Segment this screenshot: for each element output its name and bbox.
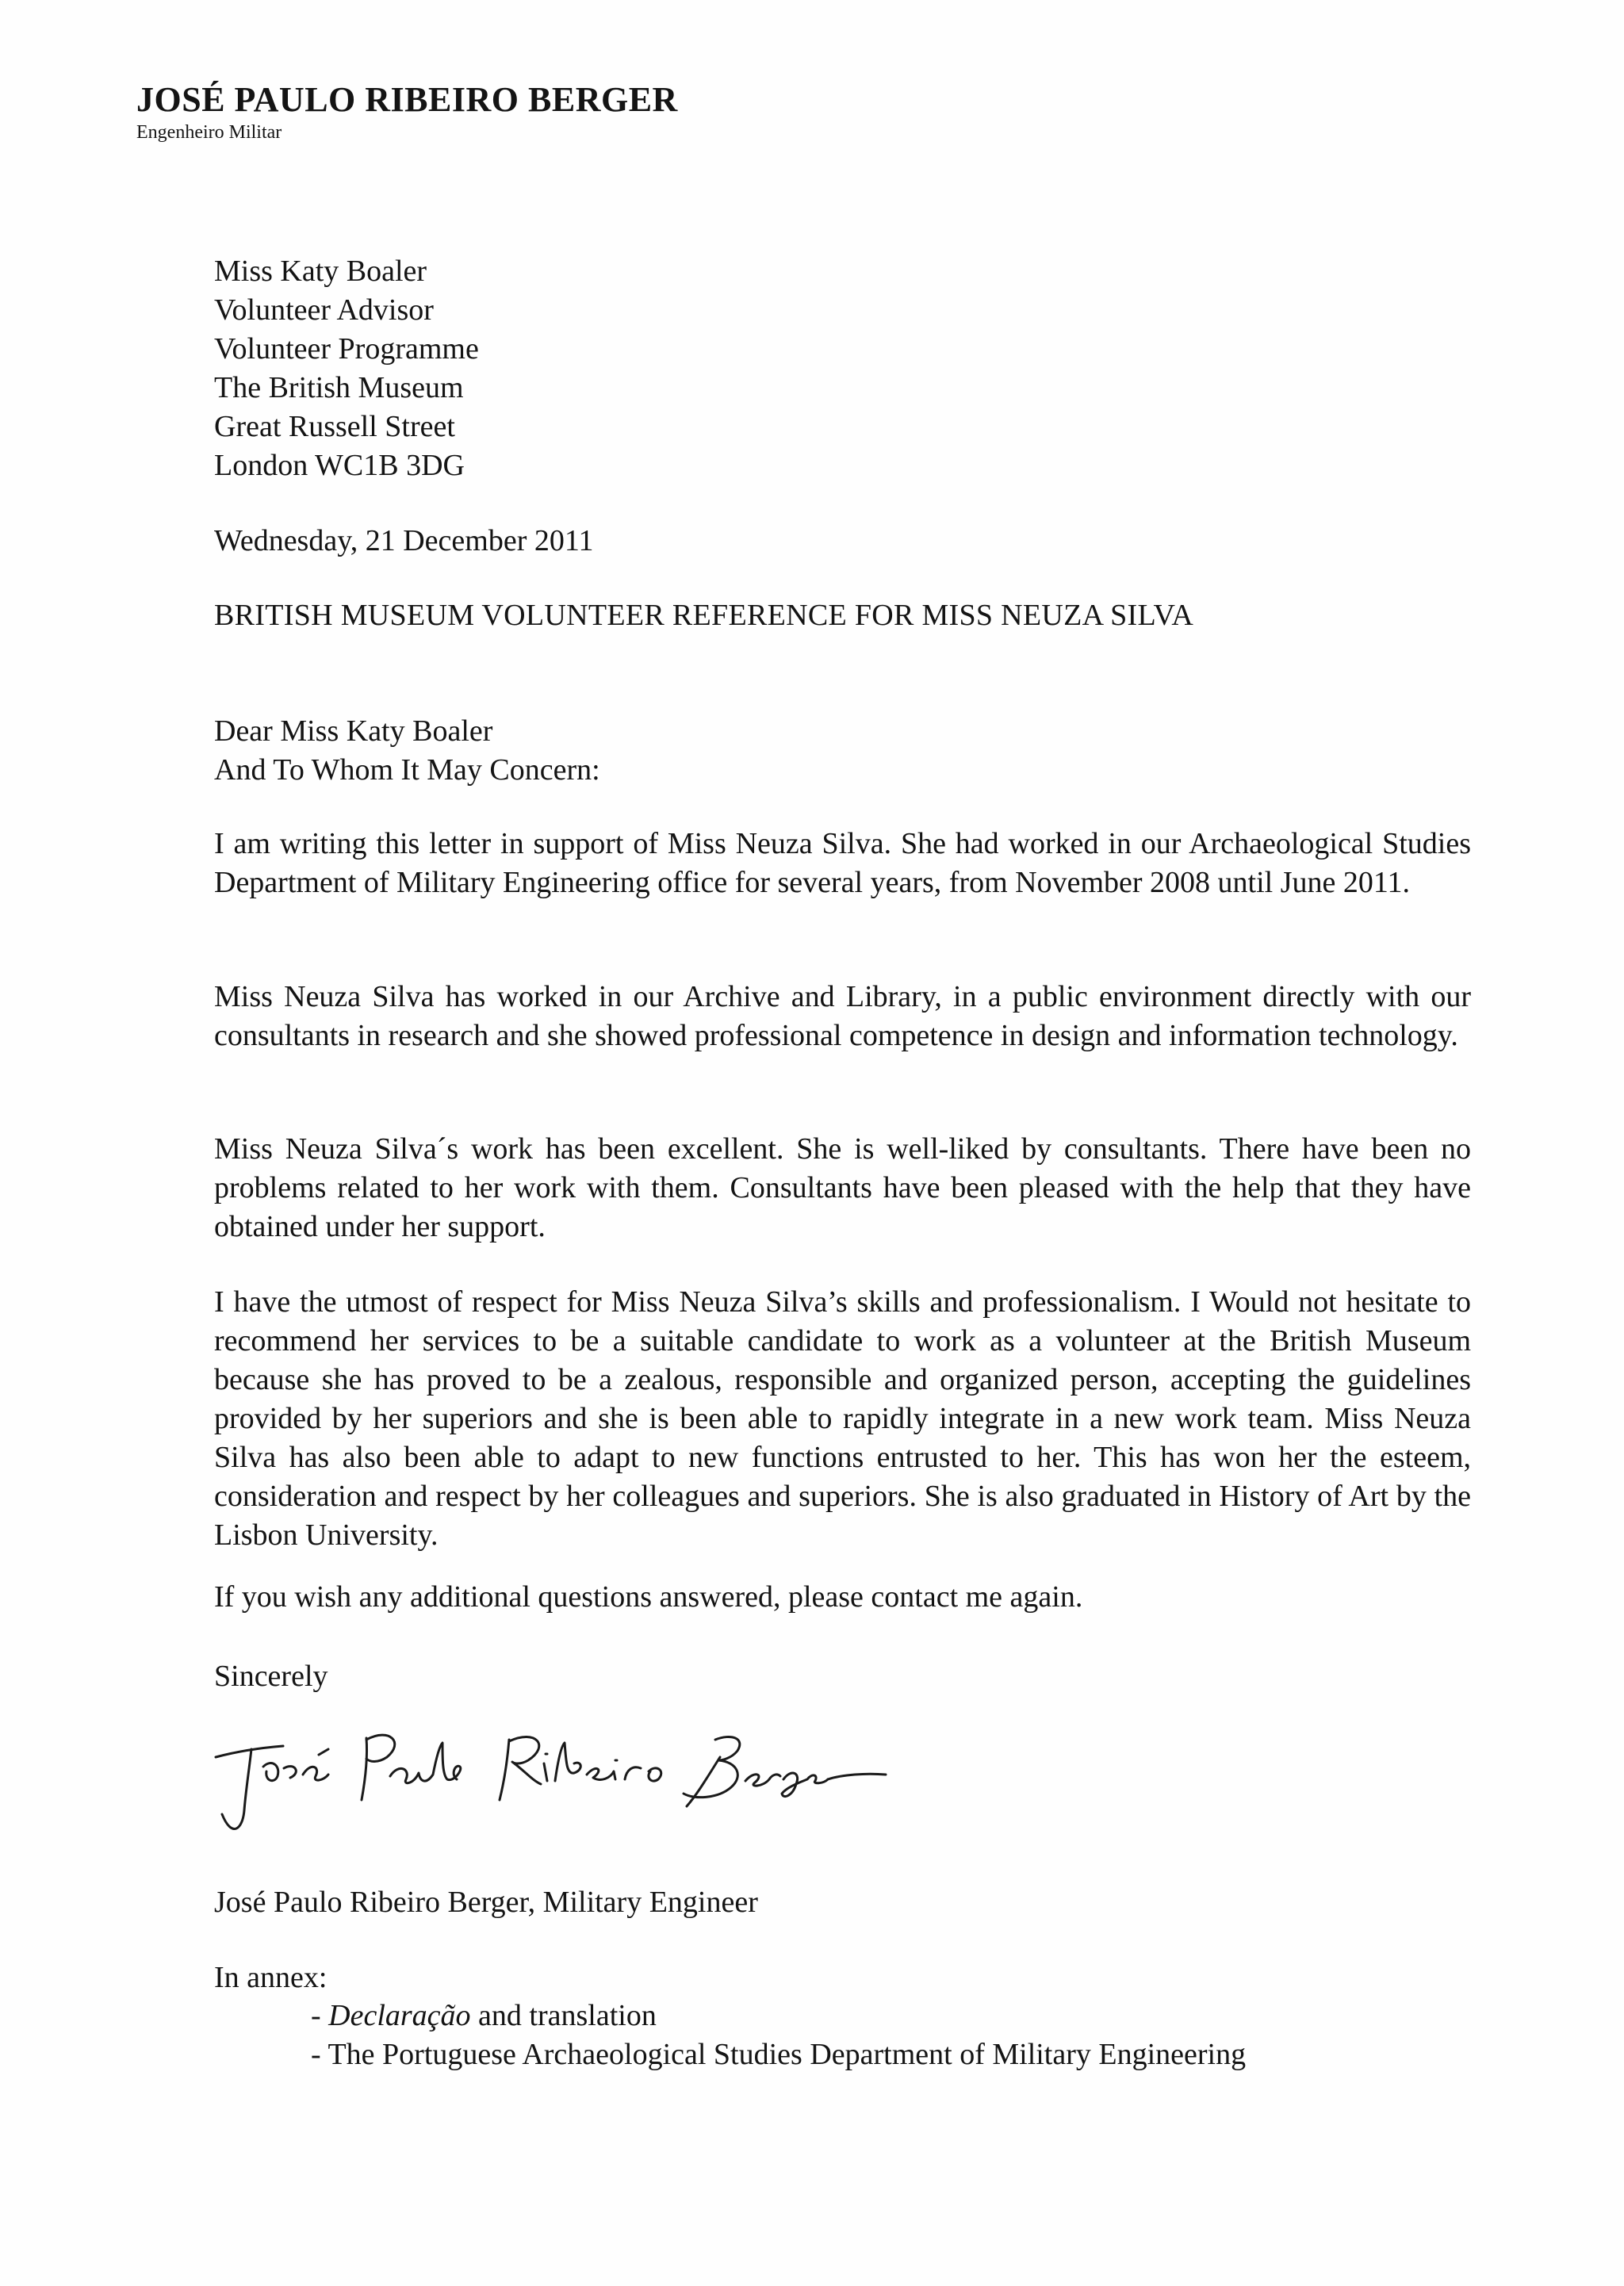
recipient-line: The British Museum bbox=[214, 371, 464, 404]
annex-list bbox=[311, 1997, 1246, 2074]
letterhead bbox=[136, 79, 678, 144]
signed-name: José Paulo Ribeiro Berger, Military Engineer bbox=[214, 1886, 758, 1919]
salutation-line: And To Whom It May Concern: bbox=[214, 753, 600, 787]
paragraph-2: Miss Neuza Silva has worked in our Archive and Library, in a public environment directly with our consultants in research and she showed professional competence in design and information technology. bbox=[214, 980, 1471, 1052]
paragraph-1: I am writing this letter in support of Miss Neuza Silva. She had worked in our Archaeological Studies Department of Military Engineering office for several years, from November 2008 until June 2011. bbox=[214, 827, 1471, 899]
paragraph-5: If you wish any additional questions answered, please contact me again. bbox=[214, 1580, 1083, 1614]
paragraph-4: I have the utmost of respect for Miss Neuza Silva’s skills and professionalism. I Would not hesitate to recommend her services to be a suitable candidate to work as a volunteer at the British Museum because she has proved to be a zealous, responsible and organized person, accepting the guidelines provided by her superiors and she is been able to rapidly integrate in a new work team. Miss Neuza Silva has also been able to adapt to new functions entrusted to her. This has won her the esteem, consideration and respect by her colleagues and superiors. She is also graduated in History of Art by the Lisbon University. bbox=[214, 1285, 1471, 1552]
paragraph-3: Miss Neuza Silva´s work has been excellent. She is well-liked by consultants. There have been no problems related to her work with them. Consultants have been pleased with the help that they have obtained under her support. bbox=[214, 1132, 1471, 1243]
recipient-line: Great Russell Street bbox=[214, 410, 455, 443]
recipient-address bbox=[214, 252, 1471, 485]
handwritten-signature bbox=[208, 1711, 890, 1846]
annex-item bbox=[311, 1997, 1246, 2035]
annex-item: - The Portuguese Archaeological Studies Department of Military Engineering bbox=[311, 2038, 1247, 2071]
recipient-line: Volunteer Programme bbox=[214, 332, 479, 366]
annex-label: In annex: bbox=[214, 1961, 327, 1994]
salutation bbox=[214, 712, 1471, 790]
letter-date: Wednesday, 21 December 2011 bbox=[214, 524, 594, 557]
letterhead-name: JOSÉ PAULO RIBEIRO BERGER bbox=[136, 80, 678, 119]
recipient-line: Miss Katy Boaler bbox=[214, 255, 427, 288]
recipient-line: Volunteer Advisor bbox=[214, 293, 434, 327]
closing: Sincerely bbox=[214, 1660, 328, 1693]
annex-item-prefix: - bbox=[311, 1999, 329, 2032]
recipient-line: London WC1B 3DG bbox=[214, 449, 465, 482]
letter-subject: BRITISH MUSEUM VOLUNTEER REFERENCE FOR MISS NEUZA SILVA bbox=[214, 599, 1194, 632]
annex-item-rest: and translation bbox=[470, 1999, 657, 2032]
annex-item-italic: Declaração bbox=[328, 1999, 471, 2032]
salutation-line: Dear Miss Katy Boaler bbox=[214, 714, 493, 748]
letterhead-title: Engenheiro Militar bbox=[136, 122, 282, 143]
